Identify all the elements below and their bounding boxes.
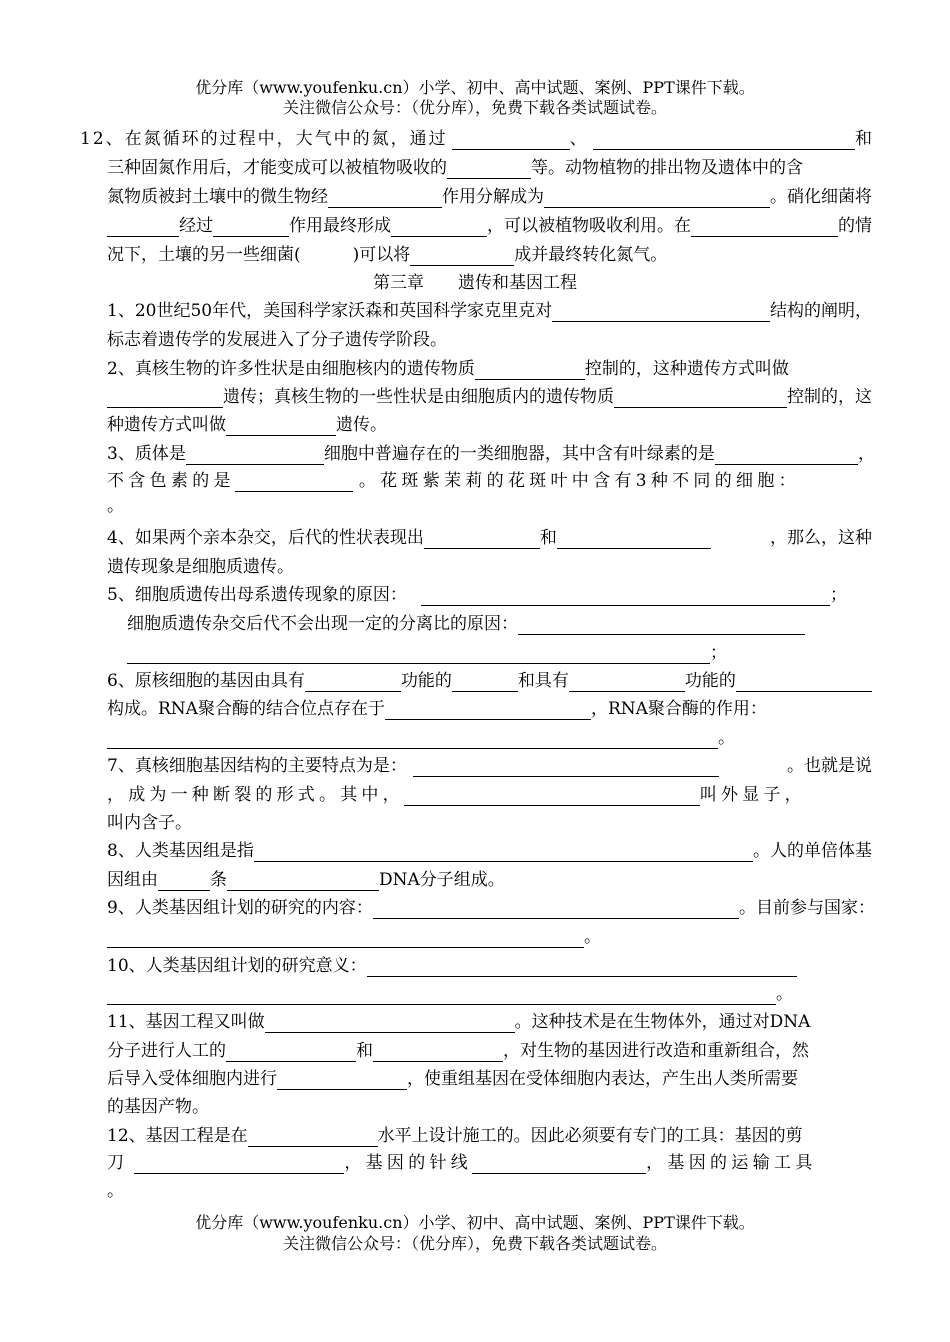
blank [452,133,570,150]
text: 种遗传方式叫做 [107,415,226,435]
text: 和 [539,528,557,548]
blank [226,1045,356,1062]
text: ，可以被植物吸收利用。在 [487,216,691,236]
blank [235,475,353,492]
text: 后导入受体细胞内进行 [107,1069,277,1089]
blank [518,618,805,635]
text: 况下，土壤的另一些细菌( [107,245,301,265]
blank [107,931,584,948]
q7-line-2 [107,784,872,806]
text: 因组由 [107,870,158,890]
text: 12、基因工程是在 [107,1126,248,1146]
blank [472,1157,646,1174]
blank [413,760,719,777]
text: 经过 [179,216,213,236]
blank [452,675,518,692]
blank [421,589,830,606]
blank [277,1073,407,1090]
blank [107,391,223,408]
text: 和具有 [517,671,569,691]
text: 的情 [838,216,872,236]
q12b-line-3: 。 [107,1181,124,1201]
blank [552,305,770,322]
q5-line-3 [127,642,727,664]
q11-line-2 [107,1040,872,1062]
q1-line-2: 标志着遗传学的发展进入了分子遗传学阶段。 [107,330,447,350]
q12a-line-1 [80,128,872,150]
blank [557,532,711,549]
q6-line-3 [107,727,735,749]
text: 9、人类基因组计划的研究的内容： [107,898,373,918]
q12b-line-1 [107,1125,872,1147]
text: 。目前参与国家： [739,898,875,918]
blank [447,162,531,179]
text: 作用分解成为 [442,187,544,207]
blank [107,988,776,1005]
q10-line-1 [107,955,797,977]
text: 三种固氮作用后，才能变成可以被植物吸收的 [107,158,447,178]
q5-line-1 [107,584,847,606]
text: ，那么，这种 [770,528,872,548]
blank [544,191,770,208]
blank [691,220,838,237]
q11-line-4: 的基因产物。 [107,1097,209,1117]
blank [328,191,442,208]
text: ； [710,643,727,663]
text: 。 [584,927,601,947]
text: 作用最终形成 [289,216,391,236]
text: 结构的阐明， [770,301,872,321]
text: 。也就是说 [787,756,872,776]
blank [134,1157,344,1174]
q12b-line-2 [107,1152,872,1174]
text: 控制的，这 [787,387,872,407]
blank [404,789,700,806]
text: 刀 [107,1153,129,1173]
text: 和 [855,129,872,149]
blank [593,133,855,150]
text: ； [830,585,847,605]
q12a-line-5 [107,244,667,266]
blank [569,675,685,692]
blank [305,675,401,692]
q6-line-1 [107,670,872,692]
blank [385,703,591,720]
q7-line-3: 叫内含子。 [107,813,192,833]
blank [213,220,289,237]
text: 功能的 [684,671,736,691]
q9-line-1 [107,897,875,919]
text: ，对生物的基因进行改造和重新组合，然 [503,1041,809,1061]
blank [107,732,718,749]
blank [127,647,710,664]
text: 6、原核细胞的基因由具有 [107,671,305,691]
text: ，使重组基因在受体细胞内表达，产生出人类所需要 [407,1069,798,1089]
text: 分子进行人工的 [107,1041,226,1061]
footer-line-1: 优分库（www.youfenku.cn）小学、初中、高中试题、案例、PPT课件下载。 [195,1213,755,1232]
q10-line-2 [107,983,793,1005]
blank [265,1016,515,1033]
text: 5、细胞质遗传出母系遗传现象的原因： [107,585,407,605]
header-line-1: 优分库（www.youfenku.cn）小学、初中、高中试题、案例、PPT课件下载。 [195,78,755,97]
text: 。花斑紫茉莉的花斑叶中含有3种不同的细胞： [358,471,800,491]
text: 等。动物植物的排出物及遗体中的含 [531,158,803,178]
text: 1、20世纪50年代，美国科学家沃森和英国科学家克里克对 [107,301,553,321]
text: 。硝化细菌将 [770,187,872,207]
q2-line-3 [107,414,387,436]
blank [424,532,540,549]
text: 成并最终转化氮气。 [514,245,668,265]
q4-line-1 [107,527,872,549]
text: 11、基因工程又叫做 [107,1012,265,1032]
q3-line-3: 。 [107,496,124,516]
blank [373,902,739,919]
text: ，基因的针线 [344,1153,473,1173]
text: )可以将 [352,245,411,265]
q11-line-1 [107,1011,872,1033]
blank [373,1045,503,1062]
q3-line-2 [107,470,872,492]
text: 2、真核生物的许多性状是由细胞核内的遗传物质 [107,359,475,379]
text: 。 [776,984,793,1004]
blank [226,419,336,436]
text: 10、人类基因组计划的研究意义： [107,956,367,976]
q8-line-1 [107,840,872,862]
text: 4、如果两个亲本杂交，后代的性状表现出 [107,528,424,548]
blank [227,874,379,891]
q9-line-2 [107,926,601,948]
text: ，成为一种断裂的形式。其中， [107,785,404,805]
blank [158,874,210,891]
q4-line-2: 遗传现象是细胞质遗传。 [107,557,294,577]
blank [614,391,787,408]
text: 控制的，这种遗传方式叫做 [584,359,789,379]
q2-line-1 [107,358,872,380]
blank [107,220,179,237]
q3-line-1 [107,443,875,465]
q12a-line-3 [107,186,872,208]
q1-line-1 [107,300,872,322]
text: 。这种技术是在生物体外，通过对DNA [514,1012,811,1032]
text: ，RNA聚合酶的作用： [590,699,767,719]
q6-line-2 [107,698,872,720]
blank [186,448,324,465]
q11-line-3 [107,1068,872,1090]
text: 。人的单倍体基 [753,841,872,861]
q12a-line-2 [107,157,872,179]
q12a-line-4 [107,215,872,237]
blank [410,249,514,266]
text: 细胞中普遍存在的一类细胞器，其中含有叶绿素的是 [323,444,715,464]
q2-line-2 [107,386,872,408]
text: 。 [718,728,735,748]
text: 功能的 [400,671,452,691]
text: 12、在氮循环的过程中，大气中的氮，通过 [80,129,448,149]
text: 构成。RNA聚合酶的结合位点存在于 [107,699,385,719]
text: 不含色素的是 [107,471,235,491]
blank [391,220,487,237]
blank [254,845,753,862]
text: 细胞质遗传杂交后代不会出现一定的分离比的原因： [127,614,518,634]
text: 条 [210,870,227,890]
text: 7、真核细胞基因结构的主要特点为是： [107,756,407,776]
q5-line-2 [127,613,805,635]
text: ， [858,444,875,464]
text: DNA分子组成。 [379,870,505,890]
text: 叫外显子， [699,785,806,805]
header-line-2: 关注微信公众号：（优分库），免费下载各类试题试卷。 [282,98,667,117]
chapter-title: 第三章 遗传和基因工程 [373,273,577,293]
blank [475,363,585,380]
blank [367,960,797,977]
blank [248,1130,378,1147]
footer-line-2: 关注微信公众号：（优分库），免费下载各类试题试卷。 [282,1234,667,1253]
text: 和 [356,1041,373,1061]
text: 遗传；真核生物的一些性状是由细胞质内的遗传物质 [223,387,614,407]
text: 遗传。 [336,415,387,435]
q7-line-1 [107,755,872,777]
text: 、 [569,129,587,149]
blank [736,675,872,692]
text: 氮物质被封土壤中的微生物经 [107,187,328,207]
blank [715,448,858,465]
text: 3、质体是 [107,444,186,464]
text: 水平上设计施工的。因此必须要有专门的工具：基因的剪 [377,1126,803,1146]
q8-line-2 [107,869,505,891]
text: 8、人类基因组是指 [107,841,254,861]
text: ，基因的运输工具 [646,1153,817,1173]
